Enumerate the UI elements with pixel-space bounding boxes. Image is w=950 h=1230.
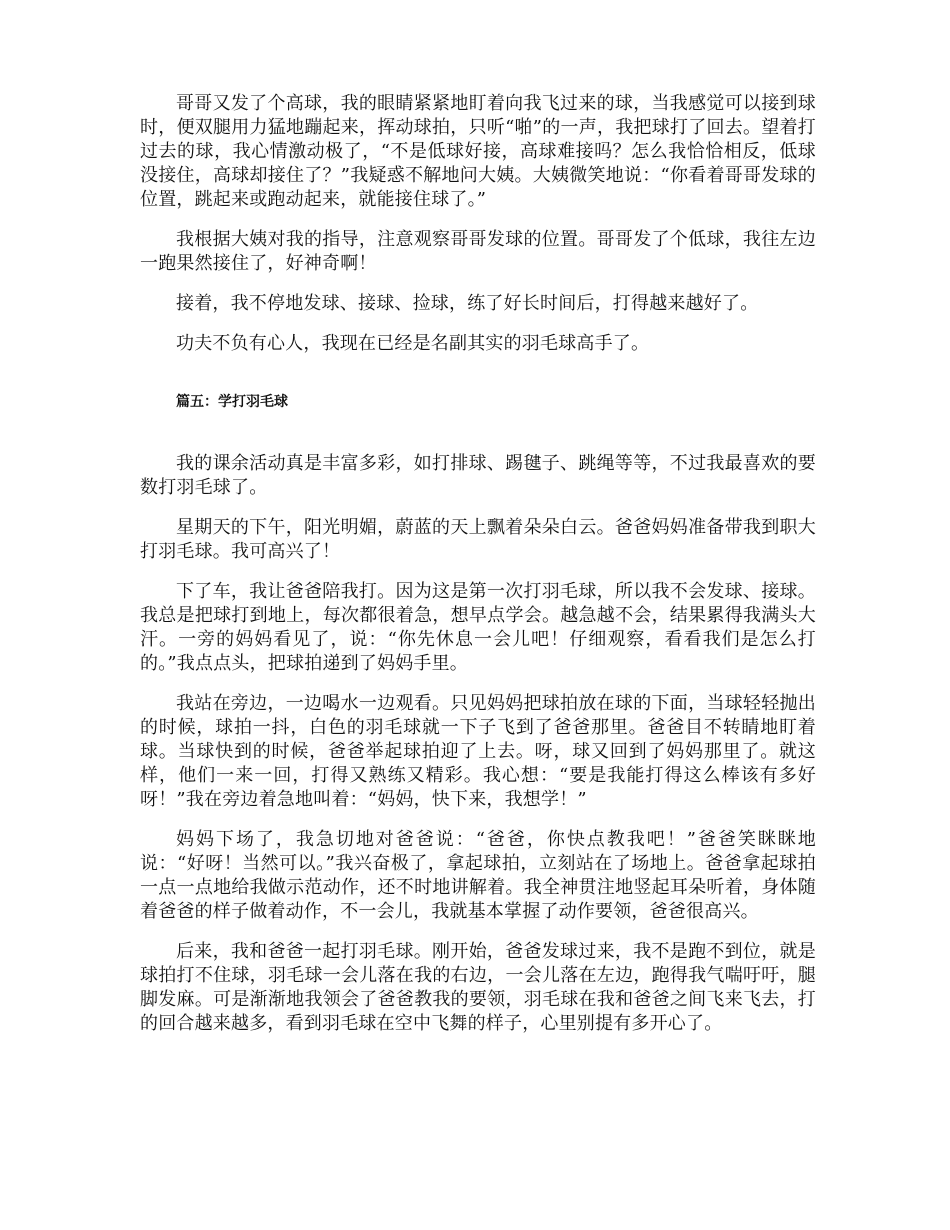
paragraph: 我站在旁边，一边喝水一边观看。只见妈妈把球拍放在球的下面，当球轻轻抛出的时候，球拍一抖，白色的羽毛球就一下子飞到了爸爸那里。爸爸目不转睛地盯着球。当球快到的时候，爸爸举起球拍迎了上去。呀，球又回到了妈妈那里了。就这样，他们一来一回，打得又熟练又精彩。我心想：“要是我能打得这么棒该有多好呀！”我在旁边着急地叫着：“妈妈，快下来，我想学！” bbox=[140, 693, 816, 810]
paragraph: 哥哥又发了个高球，我的眼睛紧紧地盯着向我飞过来的球，当我感觉可以接到球时，便双腿用力猛地蹦起来，挥动球拍，只听“啪”的一声，我把球打了回去。望着打过去的球，我心情激动极了，“不是低球好接，高球难接吗？怎么我恰恰相反，低球没接住，高球却接住了？”我疑惑不解地问大姨。大姨微笑地说：“你看着哥哥发球的位置，跳起来或跑动起来，就能接住球了。” bbox=[140, 93, 816, 210]
paragraph: 我根据大姨对我的指导，注意观察哥哥发球的位置。哥哥发了个低球，我往左边一跑果然接住了，好神奇啊！ bbox=[140, 229, 816, 274]
paragraph: 功夫不负有心人，我现在已经是名副其实的羽毛球高手了。 bbox=[176, 333, 650, 354]
paragraph: 星期天的下午，阳光明媚，蔚蓝的天上飘着朵朵白云。爸爸妈妈准备带我到职大打羽毛球。我可高兴了！ bbox=[140, 517, 816, 562]
paragraph: 后来，我和爸爸一起打羽毛球。刚开始，爸爸发球过来，我不是跑不到位，就是球拍打不住球，羽毛球一会儿落在我的右边，一会儿落在左边，跑得我气喘吁吁，腿脚发麻。可是渐渐地我领会了爸爸教我的要领，羽毛球在我和爸爸之间飞来飞去，打的回合越来越多，看到羽毛球在空中飞舞的样子，心里别提有多开心了。 bbox=[140, 941, 816, 1034]
document-page bbox=[140, 92, 816, 1036]
paragraph: 妈妈下场了，我急切地对爸爸说：“爸爸，你快点教我吧！”爸爸笑眯眯地说：“好呀！当然可以。”我兴奋极了，拿起球拍，立刻站在了场地上。爸爸拿起球拍一点一点地给我做示范动作，还不时地讲解着。我全神贯注地竖起耳朵听着，身体随着爸爸的样子做着动作，不一会儿，我就基本掌握了动作要领，爸爸很高兴。 bbox=[140, 829, 816, 922]
paragraph: 我的课余活动真是丰富多彩，如打排球、踢毽子、跳绳等等，不过我最喜欢的要数打羽毛球了。 bbox=[140, 453, 816, 498]
paragraph: 下了车，我让爸爸陪我打。因为这是第一次打羽毛球，所以我不会发球、接球。我总是把球打到地上，每次都很着急，想早点学会。越急越不会，结果累得我满头大汗。一旁的妈妈看见了，说：“你先休息一会儿吧！仔细观察，看看我们是怎么打的。”我点点头，把球拍递到了妈妈手里。 bbox=[140, 581, 816, 674]
section-heading: 篇五：学打羽毛球 bbox=[176, 394, 288, 410]
paragraph: 接着，我不停地发球、接球、捡球，练了好长时间后，打得越来越好了。 bbox=[176, 293, 759, 314]
